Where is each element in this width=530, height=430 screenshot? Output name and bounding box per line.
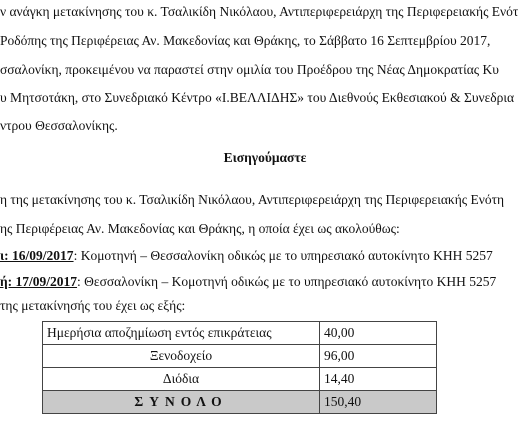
body-line-5: της μετακίνησής του έχει ως εξής: (0, 298, 186, 313)
intro-line-1: ν ανάγκη μετακίνησης του κ. Τσαλικίδη Νικόλαου, Αντιπεριφερειάρχη της Περιφερειακής Ενότ (0, 4, 519, 19)
cost-label: Διόδια (43, 368, 320, 391)
intro-line-3: σσαλονίκη, προκειμένου να παραστεί στην ομιλία του Προέδρου της Νέας Δημοκρατίας Κυ (0, 62, 499, 77)
table-row (43, 368, 437, 391)
cost-value: 40,00 (320, 322, 437, 345)
total-label: ΣΥΝΟΛΟ (43, 391, 320, 414)
trip-outbound-line (0, 248, 493, 264)
trip-return-line (0, 274, 496, 290)
trip-outbound-date: ι: 16/09/2017 (0, 248, 74, 263)
cost-value: 96,00 (320, 345, 437, 368)
trip-return-text: : Θεσσαλονίκη – Κομοτηνή οδικώς με το υπηρεσιακό αυτοκίνητο ΚΗΗ 5257 (77, 274, 497, 289)
trip-outbound-text: : Κομοτηνή – Θεσσαλονίκη οδικώς με το υπηρεσιακό αυτοκίνητο ΚΗΗ 5257 (73, 248, 493, 263)
cost-label: Ημερήσια αποζημίωση εντός επικράτειας (43, 322, 320, 345)
cost-label: Ξενοδοχείο (43, 345, 320, 368)
table-row (43, 345, 437, 368)
total-value: 150,40 (320, 391, 437, 414)
total-row (43, 391, 437, 414)
intro-line-2: Ροδόπης της Περιφέρειας Αν. Μακεδονίας και Θράκης, το Σάββατο 16 Σεπτεμβρίου 2017, (0, 33, 491, 48)
body-line-2: ης Περιφέρειας Αν. Μακεδονίας και Θράκης, η οποία έχει ως ακολούθως: (0, 221, 400, 236)
table-row (43, 322, 437, 345)
intro-line-5: ντρου Θεσσαλονίκης. (0, 118, 118, 133)
cost-table (42, 321, 437, 414)
body-line-1: η της μετακίνησης του κ. Τσαλικίδη Νικόλαου, Αντιπεριφερειάρχη της Περιφερειακής Ενότη (0, 192, 505, 207)
intro-line-4: υ Μητσοτάκη, στο Συνεδριακό Κέντρο «Ι.ΒΕΛΛΙΔΗΣ» του Διεθνούς Εκθεσιακού & Συνεδρια (0, 90, 515, 105)
section-heading: Εισηγούμαστε (223, 150, 307, 165)
trip-return-date: ή: 17/09/2017 (0, 274, 78, 289)
cost-value: 14,40 (320, 368, 437, 391)
